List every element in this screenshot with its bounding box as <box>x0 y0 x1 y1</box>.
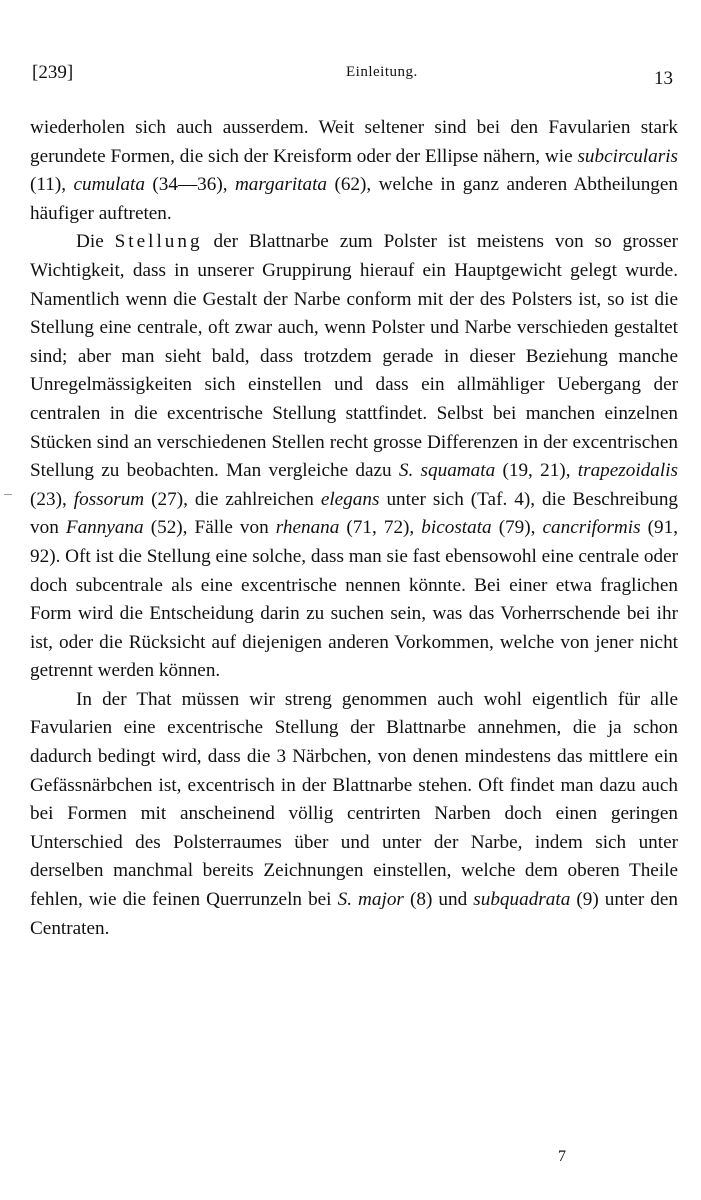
text-run: (19, 21), <box>495 460 578 482</box>
text-run: unter sich (Taf. 4), die Beschreibung von <box>30 488 679 539</box>
taxon-name: cancriformis <box>542 517 641 539</box>
taxon-name: trapezoidalis <box>577 460 678 482</box>
taxon-name: rhenana <box>275 517 340 539</box>
taxon-name: S. major <box>337 889 404 911</box>
text-run: (23), <box>30 488 74 510</box>
taxon-name: elegans <box>320 488 380 510</box>
taxon-name: fossorum <box>73 488 145 510</box>
text-run: (91, 92). Oft ist die Stellung eine solche, dass man sie fast ebensowohl eine centrale oder doch subcentrale als eine excentrische nennen könnte. Bei einer etwa fraglichen Form wird die Entscheidung darin zu suchen sein, was das Vorherrschende bei ihr ist, oder die Rücksicht auf diejenigen anderen Vorkommen, welche von jener nicht getrennt werden können. <box>30 517 679 682</box>
paragraph-3 <box>30 686 678 943</box>
paragraph-1 <box>30 114 678 228</box>
taxon-name: Fannyana <box>65 517 144 539</box>
margin-tick-mark <box>4 494 12 495</box>
text-run: (71, 72), <box>339 517 422 539</box>
running-title: Einleitung. <box>346 64 418 80</box>
printer-signature: 7 <box>558 1148 566 1165</box>
text-run: (27), die zahlreichen <box>144 488 321 510</box>
text-run: (11), <box>30 174 74 196</box>
text-run: wiederholen sich auch ausserdem. Weit seltener sind bei den Favularien stark gerundete Formen, die sich der Kreisform oder der Ellipse nähern, wie <box>30 117 678 167</box>
text-run: (52), Fälle von <box>143 517 276 539</box>
taxon-name: bicostata <box>421 517 492 539</box>
text-run: (79), <box>491 517 543 539</box>
taxon-name: cumulata <box>73 174 145 196</box>
page-number: 13 <box>654 68 673 89</box>
text-run: (9) unter den Centraten. <box>30 889 679 939</box>
spaced-term: Stellung <box>114 231 203 253</box>
text-run: (8) und <box>403 889 474 911</box>
text-run: (62), welche in ganz anderen Abtheilungen häufiger auftreten. <box>30 174 678 224</box>
body-text <box>30 114 678 943</box>
page-header <box>32 62 673 92</box>
text-run: (34—36), <box>144 174 235 196</box>
text-run: In der That müssen wir streng genommen auch wohl eigentlich für alle Favularien eine excentrische Stellung der Blattnarbe annehmen, die ja schon dadurch bedingt wird, dass die 3 Närbchen, von denen mindestens das mittlere ein Gefässnärbchen ist, excentrisch in der Blattnarbe stehen. Oft findet man dazu auch bei Formen mit anscheinend völlig centrirten Narben doch einen geringen Unterschied des Polsterraumes über und unter der Narbe, indem sich unter derselben manchmal bereits Zeichnungen einstellen, welche dem oberen Theile fehlen, wie die feinen Querrunzeln bei <box>30 688 678 911</box>
taxon-name: margaritata <box>234 174 327 196</box>
taxon-name: subquadrata <box>473 889 571 911</box>
taxon-name: subcircularis <box>577 145 678 167</box>
text-run: Die <box>76 231 115 253</box>
text-run: der Blattnarbe zum Polster ist meistens von so grosser Wichtigkeit, dass in unserer Gruppirung hierauf ein Hauptgewicht gelegt wurde. Namentlich wenn die Gestalt der Narbe conform mit der des Polsters ist, so ist die Stellung eine centrale, oft zwar auch, wenn Polster und Narbe verschieden gestaltet sind; aber man sieht bald, dass trotzdem gerade in dieser Beziehung manche Unregelmässigkeiten sich einstellen und dass ein allmähliger Uebergang der centralen in die excentrische Stellung stattfindet. Selbst bei manchen einzelnen Stücken sind an verschiedenen Stellen recht grosse Differenzen in der excentrischen Stellung zu beobachten. Man vergleiche dazu <box>30 231 678 482</box>
bracketed-page-label: [239] <box>32 62 74 83</box>
taxon-name: S. squamata <box>398 460 496 482</box>
paragraph-2 <box>30 228 678 686</box>
